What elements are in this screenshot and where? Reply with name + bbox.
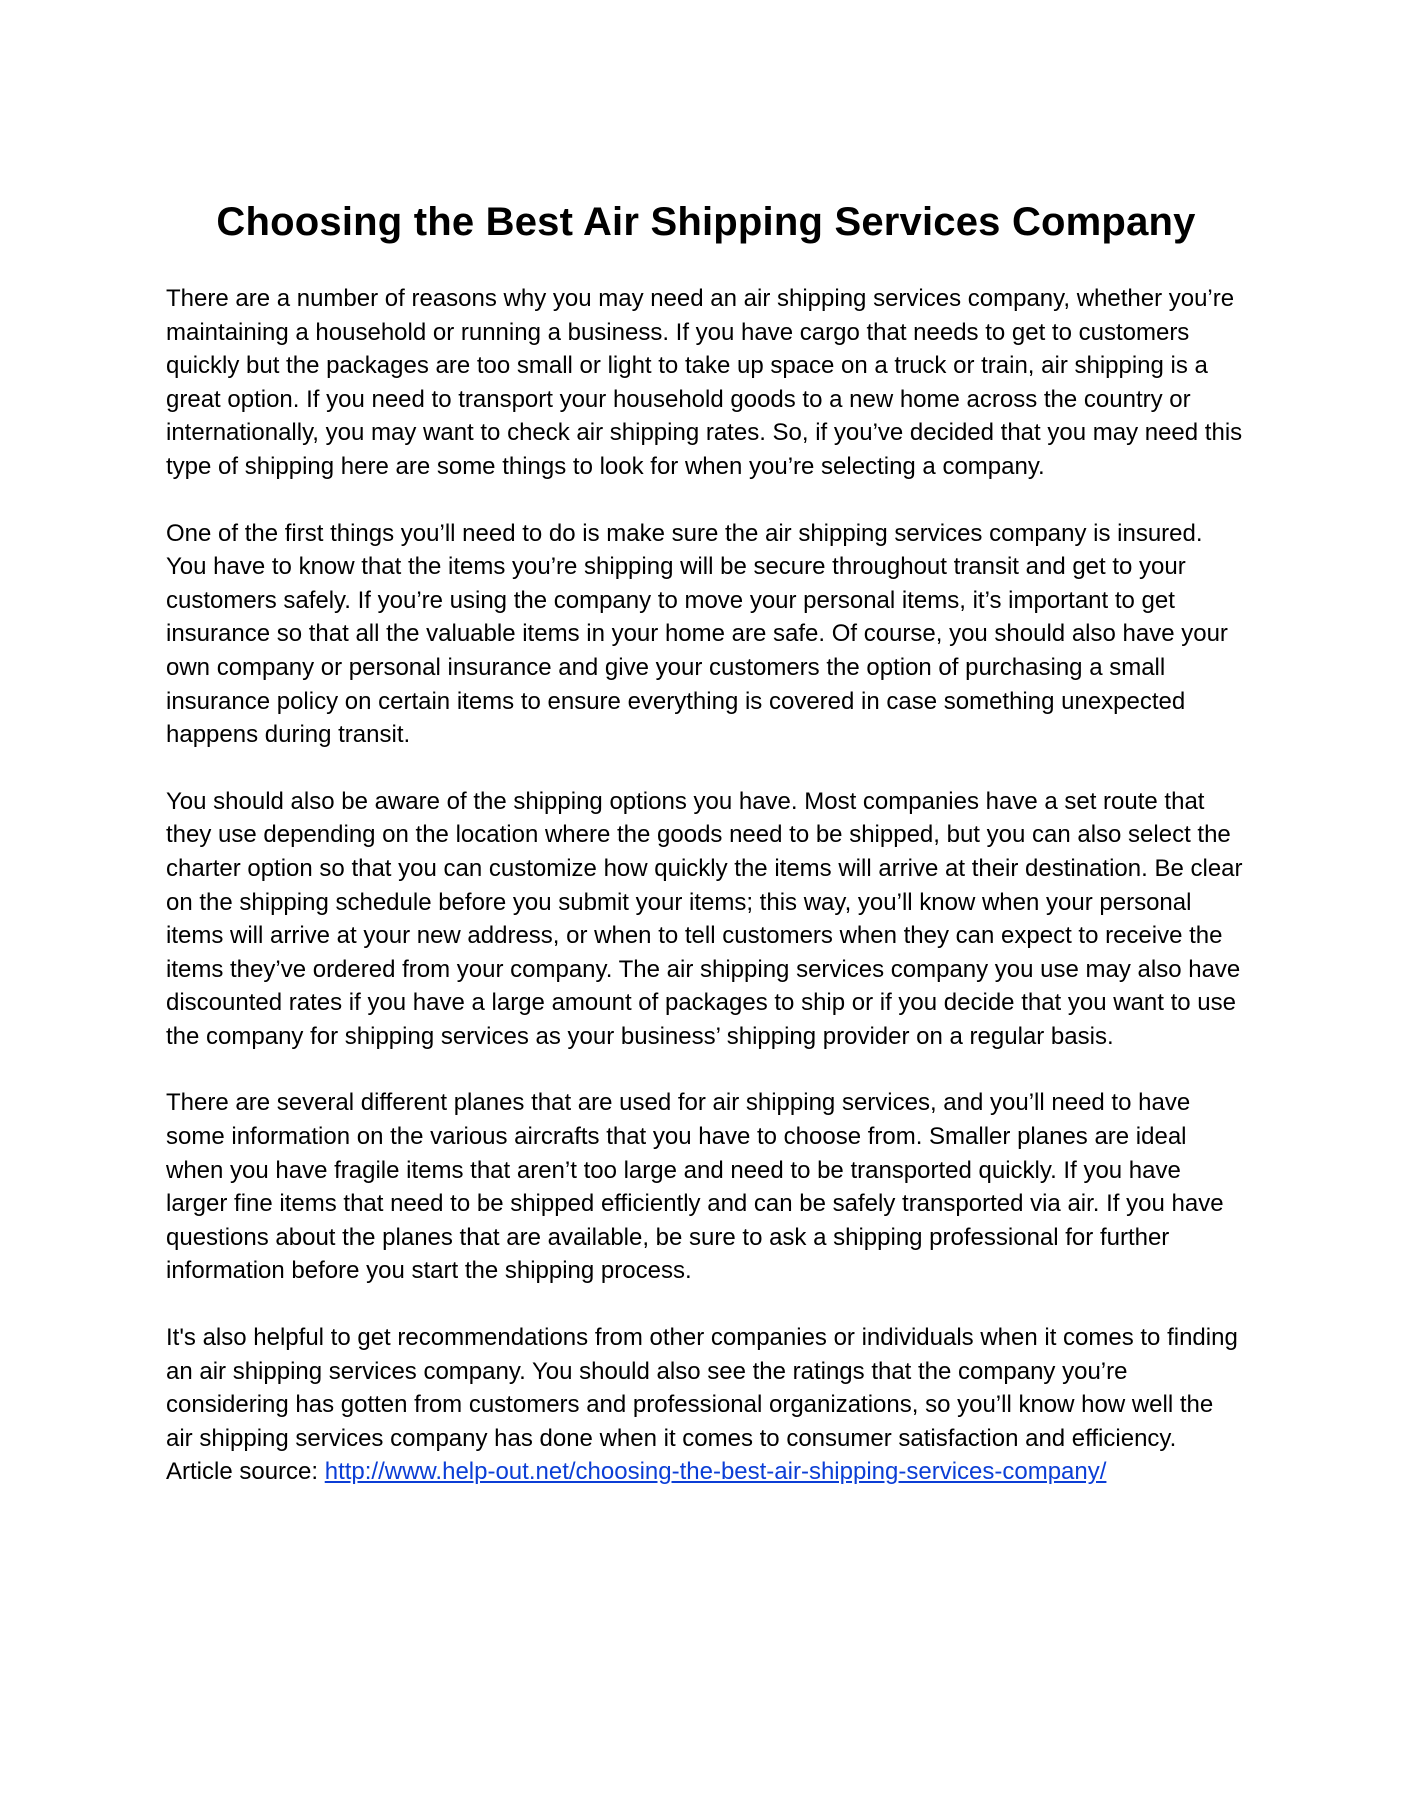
document-title: Choosing the Best Air Shipping Services Company: [216, 200, 1196, 244]
paragraph-2: One of the first things you’ll need to do is make sure the air shipping services company is insured. You have to know that the items you’re shipping will be secure throughout transit and get to your customers safely. If you’re using the company to move your personal items, it’s important to get insurance so that all the valuable items in your home are safe. Of course, you should also have your own company or personal insurance and give your customers the option of purchasing a small insurance policy on certain items to ensure everything is covered in case something unexpected happens during transit.: [166, 519, 1228, 749]
article-source-link[interactable]: http://www.help-out.net/choosing-the-best-air-shipping-services-company/: [324, 1458, 1107, 1486]
article-source: [166, 1455, 1246, 1489]
paragraph-1: There are a number of reasons why you may need an air shipping services company, whether you’re maintaining a household or running a business. If you have cargo that needs to get to customers quickly but the packages are too small or light to take up space on a truck or train, air shipping is a great option. If you need to transport your household goods to a new home across the country or internationally, you may want to check air shipping rates. So, if you’ve decided that you may need this type of shipping here are some things to look for when you’re selecting a company.: [166, 285, 1243, 480]
paragraph-4: There are several different planes that are used for air shipping services, and you’ll need to have some information on the various aircrafts that you have to choose from. Smaller planes are ideal when you have fragile items that aren’t too large and need to be transported quickly. If you have larger fine items that need to be shipped efficiently and can be safely transported via air. If you have questions about the planes that are available, be sure to ask a shipping professional for further information before you start the shipping process.: [166, 1089, 1224, 1285]
paragraph-5: It's also helpful to get recommendations from other companies or individuals when it comes to finding an air shipping services company. You should also see the ratings that the company you’re considering has gotten from customers and professional organizations, so you’ll know how well the air shipping services company has done when it comes to consumer satisfaction and efficiency.: [166, 1324, 1238, 1452]
article-source-label: Article source:: [166, 1458, 325, 1486]
paragraph-3: You should also be aware of the shipping options you have. Most companies have a set route that they use depending on the location where the goods need to be shipped, but you can also select the charter option so that you can customize how quickly the items will arrive at their destination. Be clear on the shipping schedule before you submit your items; this way, you’ll know when your personal items will arrive at your new address, or when to tell customers when they can expect to receive the items they’ve ordered from your company. The air shipping services company you use may also have discounted rates if you have a large amount of packages to ship or if you decide that you want to use the company for shipping services as your business’ shipping provider on a regular basis.: [166, 787, 1243, 1050]
document-body: [166, 198, 1246, 1489]
